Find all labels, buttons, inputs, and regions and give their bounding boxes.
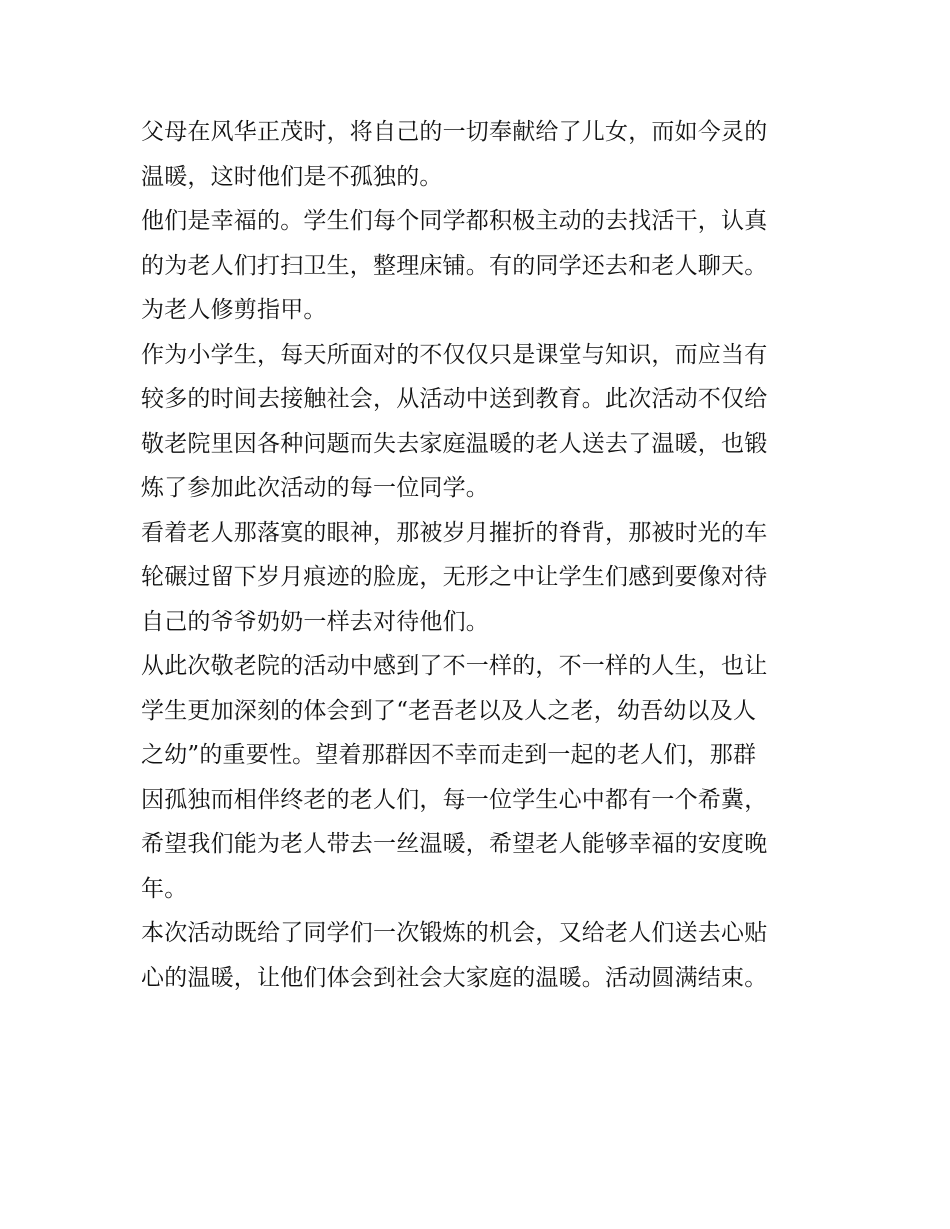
paragraph-5	[141, 644, 821, 911]
text-line: 父母在风华正茂时，将自己的一切奉献给了儿女，而如今灵的	[141, 119, 768, 145]
paragraph-6	[141, 911, 821, 1000]
text-line: 为老人修剪指甲。	[141, 297, 327, 323]
text-line: 希望我们能为老人带去一丝温暖，希望老人能够幸福的安度晚	[141, 831, 768, 857]
text-line: 轮碾过留下岁月痕迹的脸庞，无形之中让学生们感到要像对待	[141, 564, 768, 590]
text-line: 年。	[141, 875, 188, 902]
paragraph-3	[141, 333, 821, 511]
text-line: 炼了参加此次活动的每一位同学。	[141, 475, 489, 501]
text-line: 看着老人那落寞的眼神，那被岁月摧折的脊背，那被时光的车	[141, 519, 768, 546]
text-line: 因孤独而相伴终老的老人们，每一位学生心中都有一个希冀，	[141, 786, 768, 813]
text-line: 之幼”的重要性。望着那群因不幸而走到一起的老人们，那群	[141, 742, 757, 768]
text-line: 自己的爷爷奶奶一样去对待他们。	[141, 608, 489, 635]
text-line: 温暖，这时他们是不孤独的。	[141, 163, 443, 190]
text-line: 心的温暖，让他们体会到社会大家庭的温暖。活动圆满结束。	[141, 964, 768, 991]
text-line: 的为老人们打扫卫生，整理床铺。有的同学还去和老人聊天。	[141, 252, 768, 279]
text-line: 从此次敬老院的活动中感到了不一样的，不一样的人生，也让	[141, 653, 768, 679]
paragraph-2	[141, 199, 821, 333]
text-line: 学生更加深刻的体会到了“老吾老以及人之老，幼吾幼以及人	[141, 697, 757, 724]
text-line: 敬老院里因各种问题而失去家庭温暖的老人送去了温暖，也锻	[141, 430, 768, 457]
paragraph-4	[141, 511, 821, 645]
text-line: 作为小学生，每天所面对的不仅仅只是课堂与知识，而应当有	[141, 341, 768, 368]
text-line: 本次活动既给了同学们一次锻炼的机会，又给老人们送去心贴	[141, 920, 768, 946]
text-line: 较多的时间去接触社会，从活动中送到教育。此次活动不仅给	[141, 386, 768, 412]
body-text	[141, 110, 821, 1000]
text-line: 他们是幸福的。学生们每个同学都积极主动的去找活干，认真	[141, 208, 768, 234]
paragraph-1	[141, 110, 821, 199]
